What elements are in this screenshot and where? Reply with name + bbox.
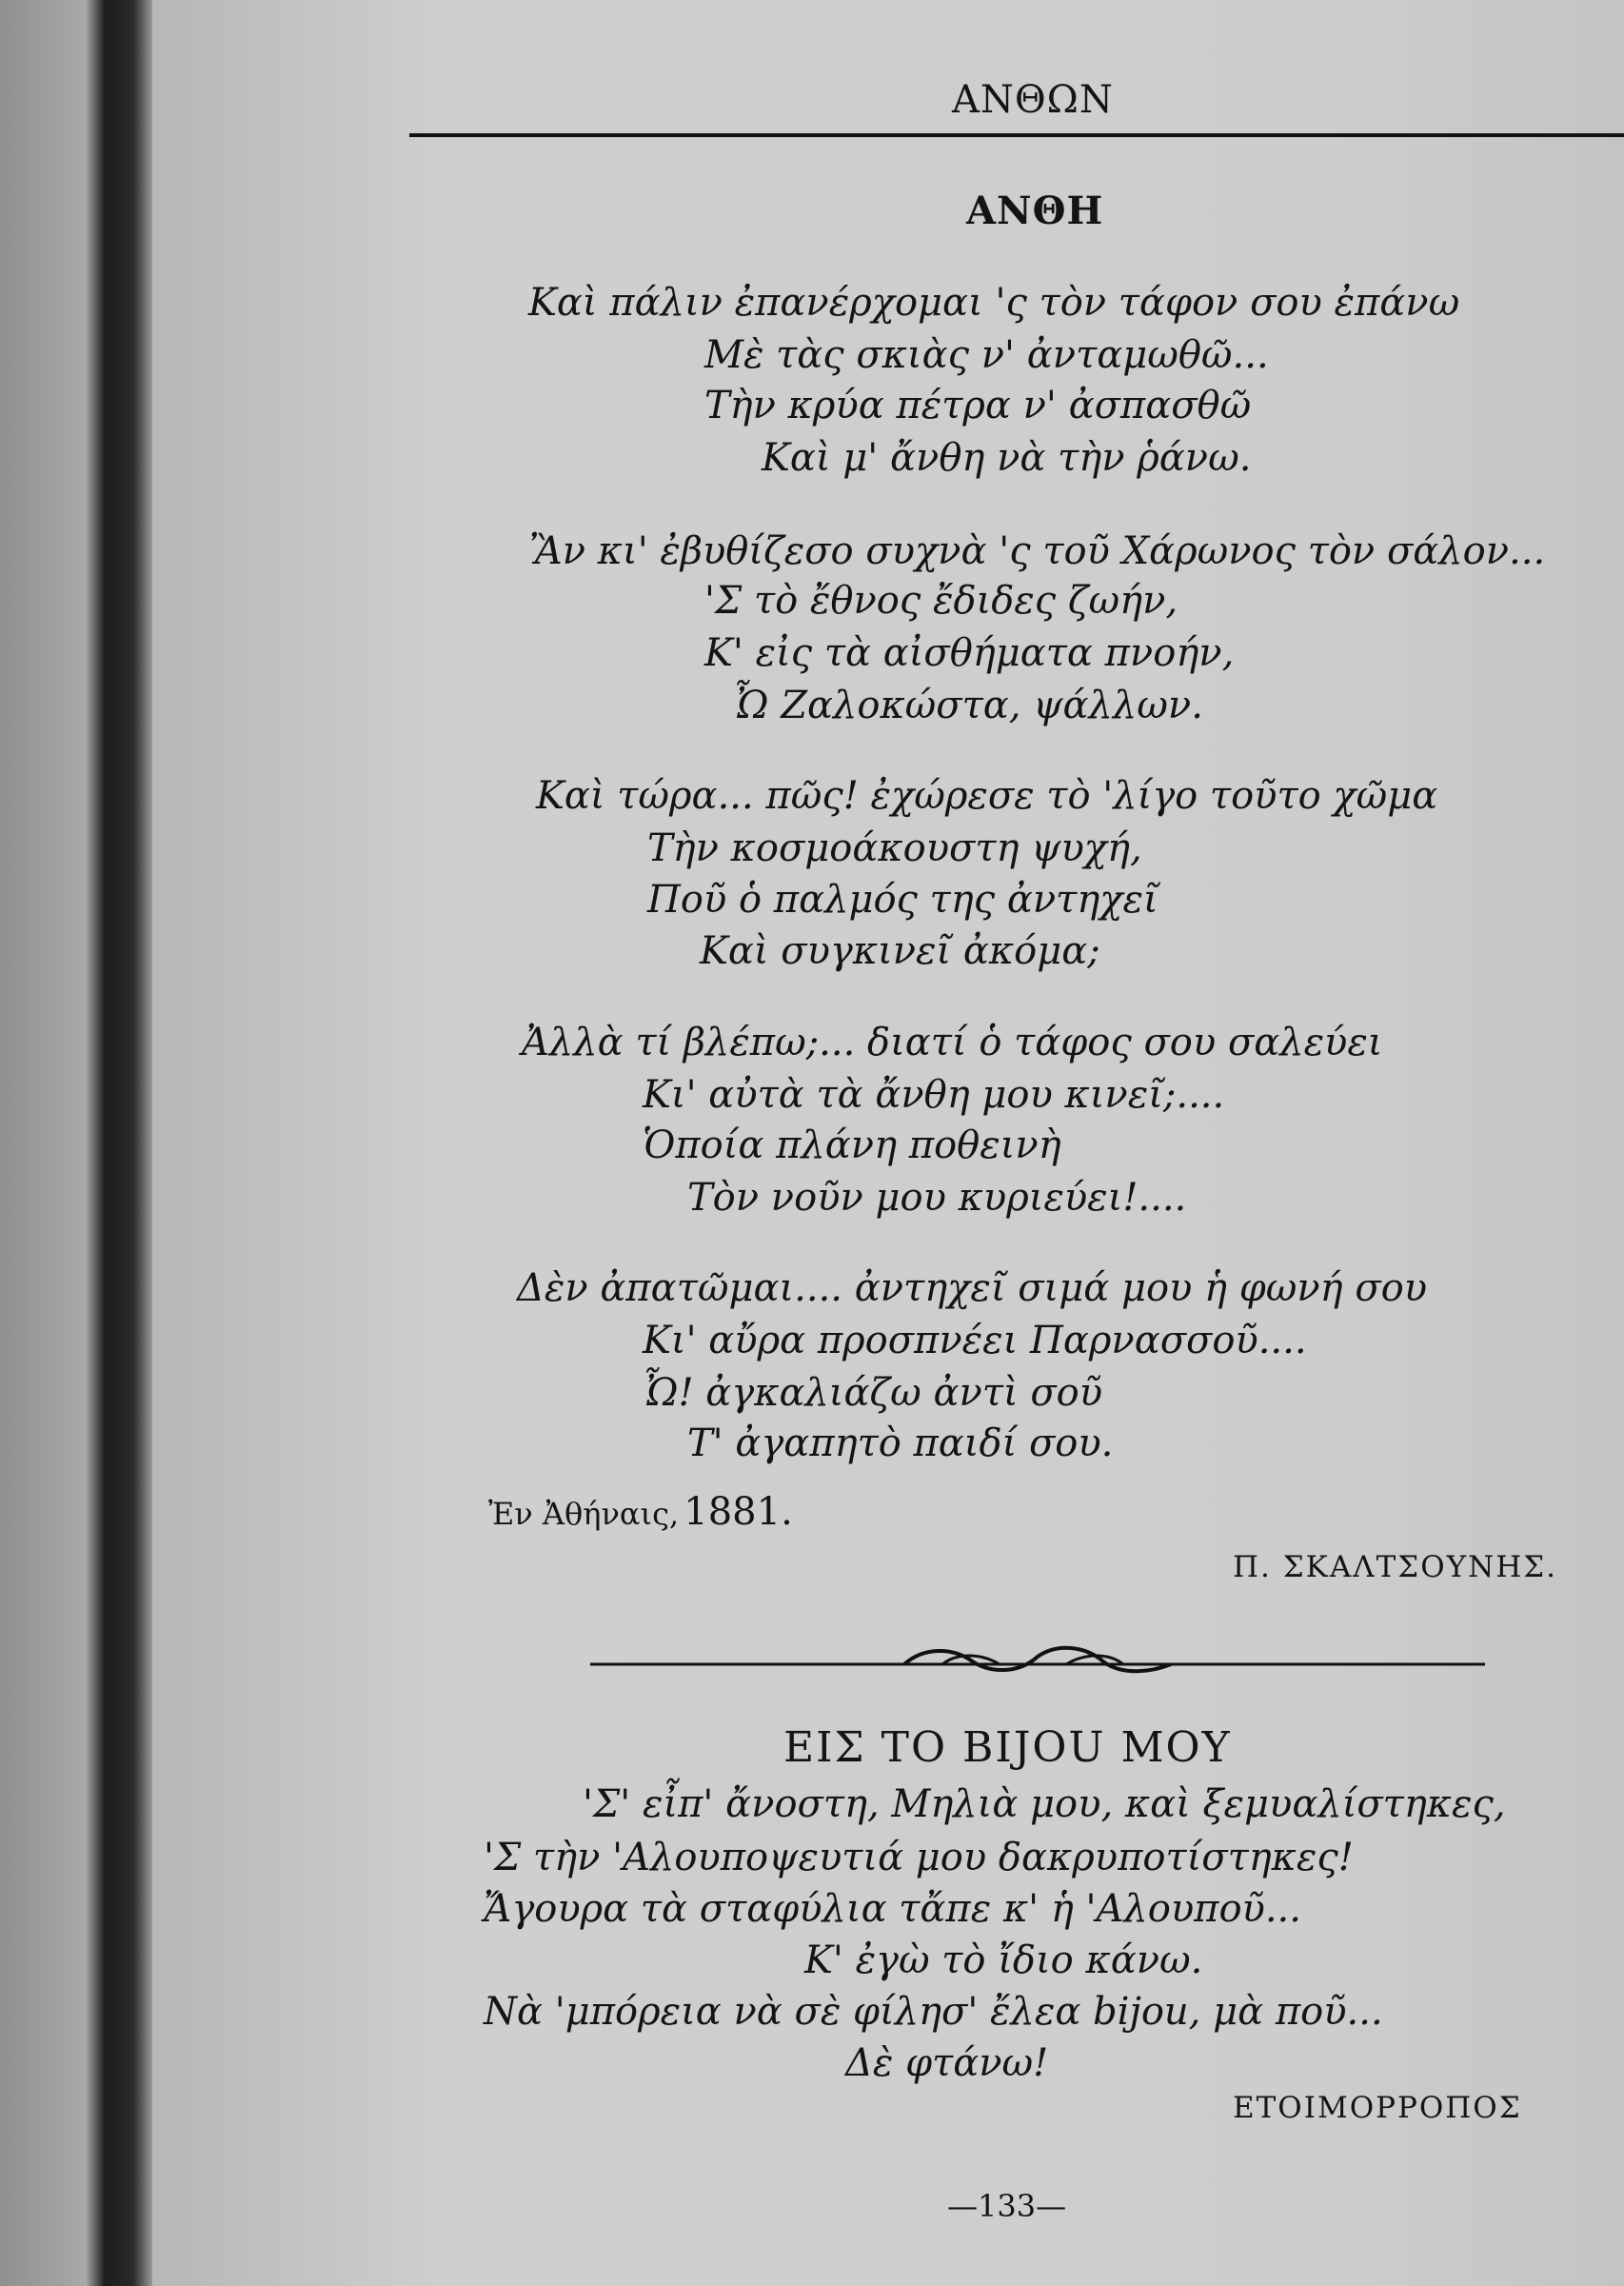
poem1-line: Καὶ πάλιν ἐπανέρχομαι 'ς τὸν τάφον σου ἐπάνω bbox=[528, 281, 1460, 325]
poem1-signature: Π. ΣΚΑΛΤΣΟΥΝΗΣ. bbox=[1233, 1550, 1557, 1584]
poem2-line: Δὲ φτάνω! bbox=[845, 2041, 1049, 2085]
poem1-line: Τὴν κοσμοάκουστη ψυχή, bbox=[647, 826, 1142, 870]
year: 1881. bbox=[683, 1490, 793, 1534]
book-gutter bbox=[0, 0, 152, 2286]
ornament-divider bbox=[590, 1638, 1485, 1685]
poem1-line: Μὲ τὰς σκιὰς ν' ἀνταμωθῶ... bbox=[704, 333, 1269, 377]
poem1-line: Ποῦ ὁ παλμός της ἀντηχεῖ bbox=[647, 878, 1159, 922]
poem2-line: Ἄγουρα τὰ σταφύλια τἄπε κ' ἡ 'Αλουποῦ... bbox=[484, 1887, 1301, 1931]
poem1-line: Καὶ τώρα... πῶς! ἐχώρεσε τὸ 'λίγο τοῦτο χῶμα bbox=[536, 774, 1438, 818]
poem1-line: Ὁποία πλάνη ποθεινὴ bbox=[643, 1123, 1061, 1167]
poem1-line: Καὶ μ' ἄνθη νὰ τὴν ῥάνω. bbox=[762, 436, 1252, 480]
poem1-line: Τὸν νοῦν μου κυριεύει!.... bbox=[687, 1176, 1187, 1220]
poem1-line: Τ' ἀγαπητὸ παιδί σου. bbox=[687, 1421, 1114, 1465]
place-date bbox=[488, 1490, 793, 1534]
poem1-title: ΑΝΘΗ bbox=[966, 189, 1104, 233]
poem2-signature: ΕΤΟΙΜΟΡΡΟΠΟΣ bbox=[1233, 2091, 1522, 2125]
running-head: ΑΝΘΩΝ bbox=[952, 78, 1114, 122]
poem1-line: Κι' αὐτὰ τὰ ἄνθη μου κινεῖ;.... bbox=[643, 1073, 1225, 1117]
place: Ἐν Ἀθήναις, bbox=[488, 1496, 680, 1532]
poem2-line: 'Σ τὴν 'Αλουποψευτιά μου δακρυποτίστηκες! bbox=[484, 1836, 1354, 1879]
poem1-line: Ἀλλὰ τί βλέπω;... διατί ὁ τάφος σου σαλεύει bbox=[522, 1021, 1383, 1064]
page-number: —133— bbox=[947, 2188, 1067, 2224]
poem2-line: Κ' ἐγὼ τὸ ἴδιο κάνω. bbox=[804, 1938, 1203, 1982]
poem2-line: Νὰ 'μπόρεια νὰ σὲ φίλησ' ἔλεα bijou, μὰ ποῦ... bbox=[484, 1990, 1383, 2034]
poem1-line: Καὶ συγκινεῖ ἀκόμα; bbox=[700, 929, 1100, 973]
poem1-line: Ὦ Ζαλοκώστα, ψάλλων. bbox=[733, 684, 1203, 727]
poem1-line: Ἂν κι' ἐβυθίζεσο συχνὰ 'ς τοῦ Χάρωνος τὸν σάλον... bbox=[529, 529, 1546, 573]
poem2-title: ΕΙΣ ΤΟ BIJOU ΜΟΥ bbox=[783, 1723, 1232, 1772]
poem1-line: Δὲν ἀπατῶμαι.... ἀντηχεῖ σιμά μου ἡ φωνή σου bbox=[517, 1266, 1428, 1310]
poem1-line: Κι' αὔρα προσπνέει Παρνασσοῦ.... bbox=[643, 1319, 1307, 1362]
poem1-line: Τὴν κρύα πέτρα ν' ἀσπασθῶ bbox=[704, 384, 1252, 427]
poem1-line: Ὦ! ἀγκαλιάζω ἀντὶ σοῦ bbox=[643, 1371, 1103, 1415]
poem2-line: 'Σ' εἶπ' ἄνοστη, Μηλιὰ μου, καὶ ξεμυαλίστηκες, bbox=[583, 1782, 1506, 1826]
header-rule bbox=[409, 133, 1624, 137]
poem1-line: Κ' εἰς τὰ αἰσθήματα πνοήν, bbox=[704, 631, 1235, 675]
poem1-line: 'Σ τὸ ἔθνος ἔδιδες ζωήν, bbox=[704, 579, 1178, 623]
